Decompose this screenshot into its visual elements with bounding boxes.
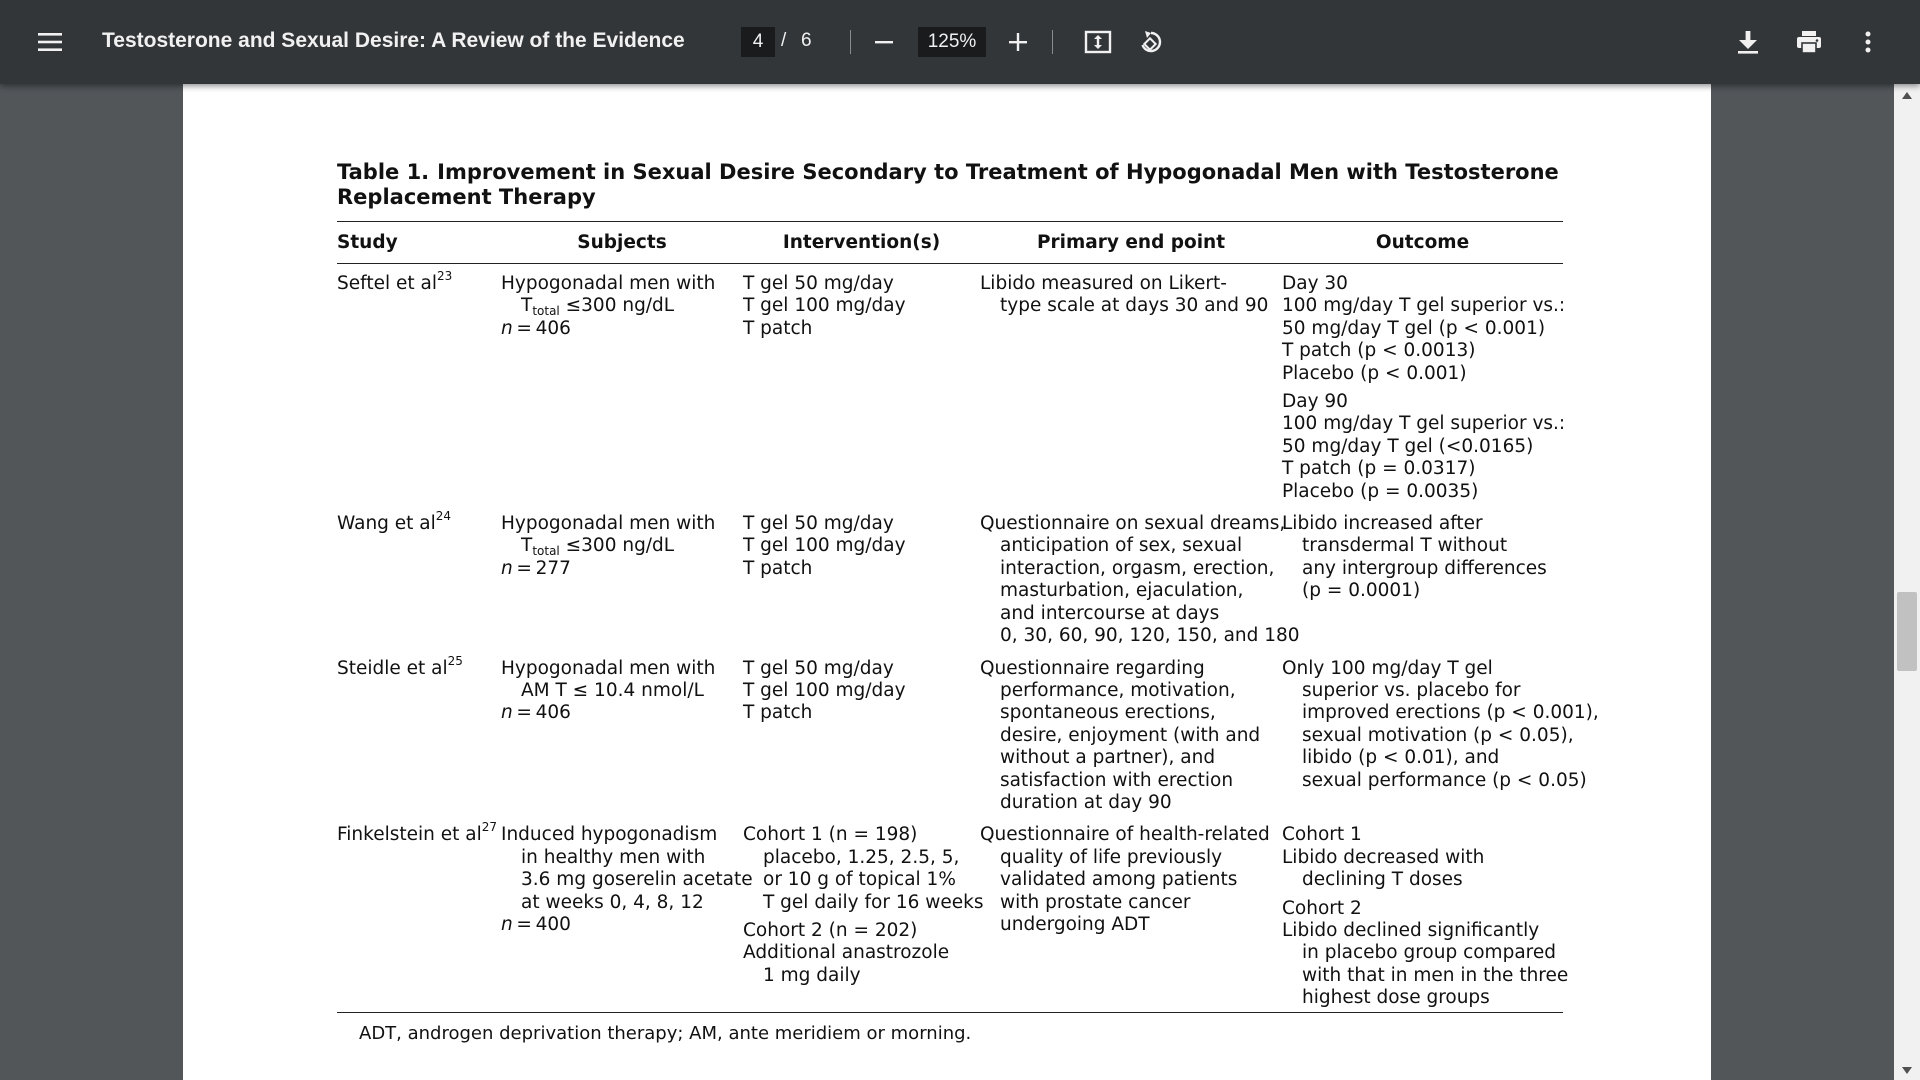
- table-row: [337, 824, 1563, 1009]
- cell-line: at weeks 0, 4, 8, 12: [521, 891, 704, 913]
- table-row: [337, 513, 1563, 657]
- cell-line: T gel 100 mg/day: [743, 295, 906, 317]
- cell-line: sexual motivation (p < 0.05),: [1302, 724, 1574, 746]
- cell-line: T patch: [743, 702, 813, 724]
- endpoint-cell: [980, 513, 1300, 657]
- table-caption-text: Improvement in Sexual Desire Secondary to Treatment of Hypogonadal Men with Testosterone: [437, 160, 1559, 184]
- study-cell: [337, 509, 501, 657]
- cell-line: declining T doses: [1302, 869, 1463, 891]
- cell-line: Libido decreased with: [1282, 846, 1485, 868]
- data-table: [337, 222, 1599, 1010]
- scrollbar-thumb[interactable]: [1897, 592, 1917, 671]
- cell-line: [501, 295, 743, 317]
- n-value: = 406: [512, 702, 571, 724]
- cell-line: Cohort 1: [1282, 824, 1362, 846]
- cell-line: placebo, 1.25, 2.5, 5,: [763, 846, 960, 868]
- subjects-cell: [501, 658, 743, 825]
- cell-line: Placebo (p < 0.001): [1282, 362, 1467, 384]
- cell-line: validated among patients: [1000, 869, 1238, 891]
- cell-line: AM T ≤ 10.4 nmol/L: [521, 679, 704, 701]
- cell-line: Libido measured on Likert-: [980, 273, 1227, 294]
- cell-line: T gel 50 mg/day: [743, 273, 894, 294]
- table-row: [337, 658, 1563, 825]
- cell-line: Hypogonadal men with: [501, 513, 716, 535]
- outcome-cell: [1282, 264, 1566, 513]
- cell-line: Cohort 2: [1282, 897, 1362, 919]
- cell-line: T gel 100 mg/day: [743, 679, 906, 701]
- cell-line: 50 mg/day T gel (p < 0.001): [1282, 317, 1546, 339]
- page-separator: /: [781, 30, 787, 51]
- cell-line: or 10 g of topical 1%: [763, 869, 956, 891]
- reference-number: 24: [435, 509, 452, 524]
- cell-line: and intercourse at days: [1000, 602, 1220, 624]
- subscript: total: [532, 544, 560, 559]
- cell-line: [501, 702, 743, 724]
- toolbar-divider: [850, 30, 851, 54]
- cell-line: quality of life previously: [1000, 846, 1223, 868]
- page-total: 6: [801, 30, 812, 51]
- reference-number: 23: [436, 269, 453, 283]
- cell-line: Questionnaire on sexual dreams,: [980, 513, 1286, 535]
- column-header: Study: [337, 232, 398, 253]
- reference-number: 25: [447, 653, 463, 668]
- cell-line: Additional anastrozole: [743, 942, 950, 964]
- cell-line: with that in men in the three: [1302, 964, 1569, 986]
- cell-line: undergoing ADT: [1000, 913, 1150, 935]
- cell-line: sexual performance (p < 0.05): [1302, 769, 1587, 791]
- document-viewer[interactable]: [0, 84, 1920, 1080]
- table-caption: [337, 160, 1563, 210]
- study-cell: [337, 653, 501, 825]
- hamburger-menu-icon[interactable]: [36, 29, 64, 55]
- cell-line: interaction, orgasm, erection,: [1000, 557, 1275, 579]
- cell-line: Only 100 mg/day T gel: [1282, 657, 1493, 679]
- subscript: total: [532, 304, 560, 319]
- table-row: [337, 264, 1563, 513]
- cell-line: T gel 50 mg/day: [743, 657, 894, 679]
- study-name: Finkelstein et al: [337, 824, 482, 846]
- cell-line: Libido declined significantly: [1282, 919, 1540, 941]
- scroll-down-arrow-icon[interactable]: [1902, 1067, 1912, 1074]
- cell-line: masturbation, ejaculation,: [1000, 580, 1244, 602]
- minus-icon[interactable]: [870, 30, 898, 54]
- cell-line: 0, 30, 60, 90, 120, 150, and 180: [1000, 625, 1300, 647]
- cell-line: Day 90: [1282, 391, 1348, 413]
- intervention-cell: [743, 658, 980, 825]
- cell-line: Cohort 2 (n = 202): [743, 919, 918, 941]
- cell-line: T patch (p < 0.0013): [1282, 340, 1476, 362]
- outcome-cell: [1282, 513, 1563, 657]
- intervention-cell: [743, 824, 984, 1009]
- cell-line: [501, 914, 743, 936]
- n-symbol: n: [501, 913, 513, 935]
- fit-to-page-icon[interactable]: [1082, 28, 1114, 56]
- threshold-text: ≤300 ng/dL: [559, 535, 675, 557]
- more-vertical-icon[interactable]: [1858, 28, 1878, 56]
- cell-line: T gel 100 mg/day: [743, 535, 906, 557]
- study-cell: [337, 820, 501, 1009]
- cell-line: highest dose groups: [1302, 987, 1490, 1009]
- cell-line: libido (p < 0.01), and: [1302, 747, 1500, 769]
- pdf-page: [183, 84, 1711, 1080]
- endpoint-cell: [980, 824, 1282, 1009]
- column-header: Outcome: [1375, 232, 1470, 253]
- cell-line: performance, motivation,: [1000, 679, 1236, 701]
- t-symbol: T: [521, 535, 533, 557]
- plus-icon[interactable]: [1004, 30, 1032, 54]
- bottom-rule: [337, 1012, 1563, 1013]
- cell-line: [501, 558, 743, 580]
- n-value: = 277: [512, 557, 571, 579]
- column-header: Intervention(s): [782, 232, 941, 253]
- cell-line: Day 30: [1282, 273, 1348, 294]
- table-footnote: ADT, androgen deprivation therapy; AM, ante meridiem or morning.: [359, 1022, 972, 1044]
- intervention-cell: [743, 264, 980, 513]
- cell-line: any intergroup differences: [1302, 557, 1547, 579]
- table-header-row: [337, 222, 1563, 263]
- cell-line: Libido increased after: [1282, 513, 1483, 535]
- cell-line: Questionnaire regarding: [980, 657, 1205, 679]
- cell-line: 100 mg/day T gel superior vs.:: [1282, 295, 1566, 317]
- threshold-text: ≤300 ng/dL: [559, 295, 675, 317]
- n-value: = 406: [512, 317, 571, 339]
- cell-line: 3.6 mg goserelin acetate: [521, 869, 753, 891]
- cell-line: desire, enjoyment (with and: [1000, 724, 1261, 746]
- toolbar-divider: [1052, 30, 1053, 54]
- cell-line: Placebo (p = 0.0035): [1282, 480, 1479, 502]
- cell-line: 100 mg/day T gel superior vs.:: [1282, 413, 1566, 435]
- vertical-scrollbar[interactable]: [1894, 84, 1920, 1080]
- cell-line: anticipation of sex, sexual: [1000, 535, 1243, 557]
- intervention-cell: [743, 513, 980, 657]
- n-value: = 400: [512, 913, 571, 935]
- cell-line: type scale at days 30 and 90: [1000, 295, 1269, 317]
- cell-line: [501, 318, 743, 340]
- study-name: Wang et al: [337, 513, 436, 535]
- cell-line: with prostate cancer: [1000, 891, 1191, 913]
- outcome-cell: [1282, 657, 1599, 825]
- study-name: Seftel et al: [337, 273, 437, 294]
- page-number-input[interactable]: 4: [741, 27, 775, 57]
- endpoint-cell: [980, 264, 1282, 513]
- cell-line: Hypogonadal men with: [501, 657, 716, 679]
- endpoint-cell: [980, 658, 1282, 825]
- cell-line: 1 mg daily: [763, 964, 861, 986]
- zoom-level-input[interactable]: 125%: [918, 27, 986, 57]
- outcome-cell: [1282, 824, 1569, 1009]
- cell-line: T gel 50 mg/day: [743, 513, 894, 535]
- column-header: Subjects: [577, 232, 667, 253]
- cell-line: Questionnaire of health-related: [980, 824, 1270, 846]
- cell-line: (p = 0.0001): [1302, 580, 1421, 602]
- download-icon[interactable]: [1734, 28, 1762, 56]
- cell-line: Induced hypogonadism: [501, 824, 718, 846]
- n-symbol: n: [501, 317, 513, 339]
- cell-line: T patch: [743, 317, 813, 339]
- cell-line: Hypogonadal men with: [501, 273, 716, 294]
- study-name: Steidle et al: [337, 657, 448, 679]
- pdf-toolbar: [0, 0, 1920, 84]
- table-caption-label: Table 1.: [337, 160, 430, 184]
- column-header: Primary end point: [1036, 232, 1226, 253]
- n-symbol: n: [501, 557, 513, 579]
- reference-number: 27: [481, 820, 498, 835]
- cell-line: improved erections (p < 0.001),: [1302, 702, 1599, 724]
- table-container: [337, 160, 1599, 1044]
- cell-line: spontaneous erections,: [1000, 702, 1216, 724]
- rotate-counterclockwise-icon[interactable]: [1136, 27, 1166, 57]
- cell-line: T gel daily for 16 weeks: [763, 891, 984, 913]
- cell-line: T patch (p = 0.0317): [1282, 458, 1476, 480]
- t-symbol: T: [521, 295, 533, 317]
- subjects-cell: [501, 264, 743, 513]
- cell-line: duration at day 90: [1000, 791, 1172, 813]
- cell-line: transdermal T without: [1302, 535, 1508, 557]
- cell-line: [501, 535, 743, 557]
- document-title: Testosterone and Sexual Desire: A Review of the Evidence: [102, 29, 685, 52]
- scroll-up-arrow-icon[interactable]: [1902, 92, 1912, 99]
- cell-line: 50 mg/day T gel (<0.0165): [1282, 435, 1534, 457]
- cell-line: superior vs. placebo for: [1302, 679, 1521, 701]
- cell-line: in placebo group compared: [1302, 942, 1556, 964]
- cell-line: Cohort 1 (n = 198): [743, 824, 918, 846]
- subjects-cell: [501, 513, 743, 657]
- study-cell: [337, 264, 501, 513]
- cell-line: without a partner), and: [1000, 747, 1216, 769]
- cell-line: in healthy men with: [521, 846, 706, 868]
- cell-line: T patch: [743, 557, 813, 579]
- table-caption-text: Replacement Therapy: [337, 185, 596, 209]
- cell-line: satisfaction with erection: [1000, 769, 1234, 791]
- subjects-cell: [501, 824, 753, 1009]
- printer-icon[interactable]: [1794, 28, 1824, 56]
- n-symbol: n: [501, 702, 513, 724]
